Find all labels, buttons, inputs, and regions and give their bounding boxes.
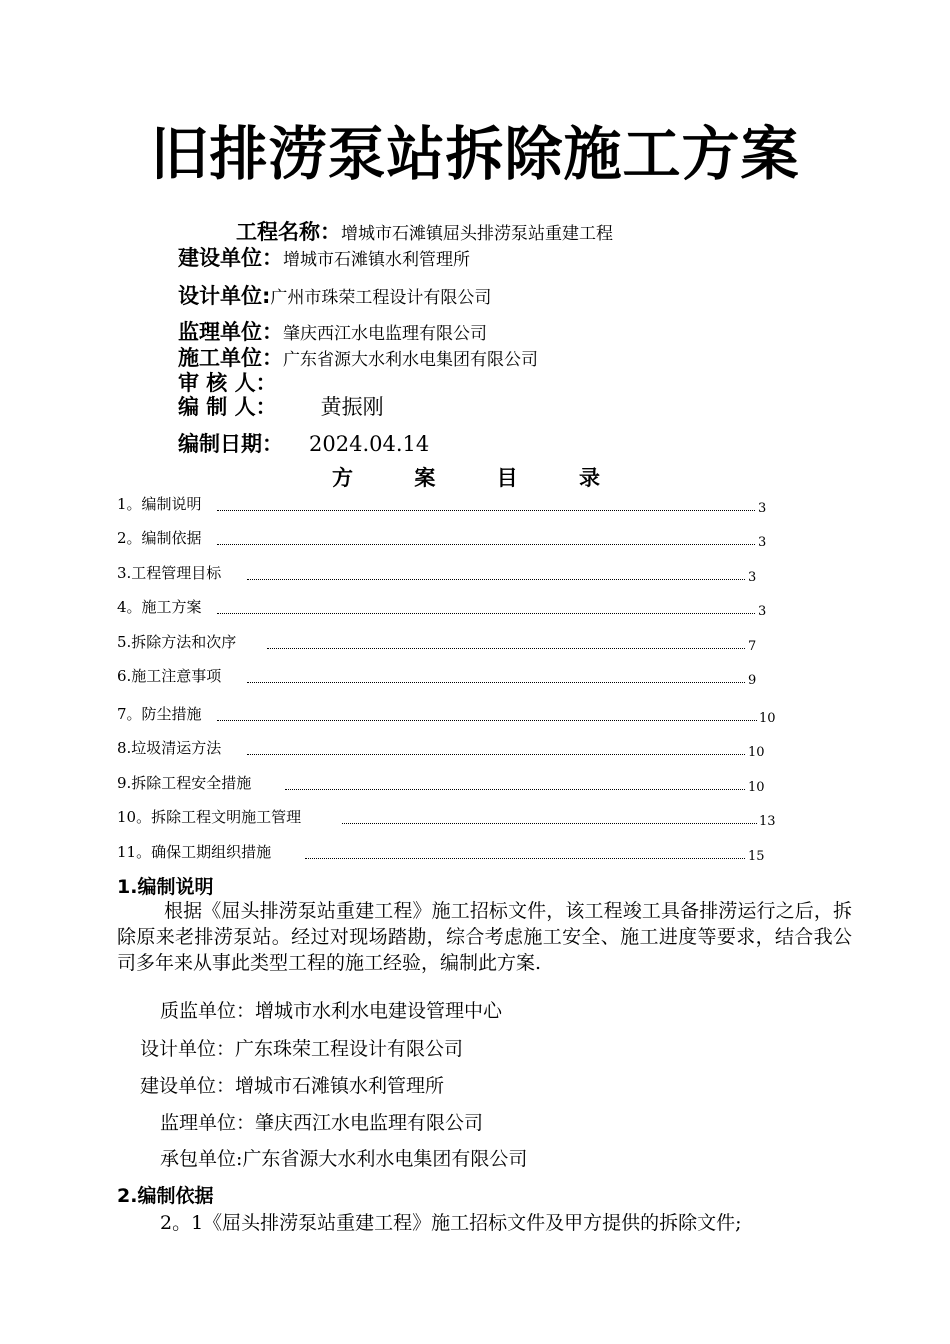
document-title: 旧排涝泵站拆除施工方案 bbox=[150, 120, 800, 188]
toc-item-label: 9.拆除工程安全措施 bbox=[117, 774, 252, 792]
toc-item-label: 6.施工注意事项 bbox=[117, 667, 222, 685]
toc-item[interactable] bbox=[117, 526, 772, 548]
designer-label: 设计单位: bbox=[178, 284, 271, 308]
reviewer-label: 审 核 人： bbox=[178, 371, 277, 395]
party-contractor: 承包单位:广东省源大水利水电集团有限公司 bbox=[160, 1148, 528, 1170]
compiler-value: 黄振刚 bbox=[320, 395, 384, 419]
owner-row bbox=[178, 242, 470, 272]
toc-item-label: 1。编制说明 bbox=[117, 495, 202, 513]
toc-leader bbox=[217, 720, 757, 721]
toc-item-label: 3.工程管理目标 bbox=[117, 564, 222, 582]
toc-item-page: 3 bbox=[748, 570, 757, 585]
project-name-value: 增城市石滩镇屈头排涝泵站重建工程 bbox=[341, 224, 613, 244]
toc-item[interactable] bbox=[117, 664, 772, 686]
toc-leader bbox=[267, 648, 745, 649]
toc-item-page: 3 bbox=[758, 535, 767, 550]
toc-leader bbox=[247, 754, 745, 755]
toc-item-label: 5.拆除方法和次序 bbox=[117, 633, 237, 651]
toc-item[interactable] bbox=[117, 561, 772, 583]
toc-item-page: 10 bbox=[759, 711, 776, 726]
toc-item[interactable] bbox=[117, 736, 772, 758]
section-2-line-1: 2。1《屈头排涝泵站重建工程》施工招标文件及甲方提供的拆除文件; bbox=[160, 1212, 742, 1234]
toc-item-page: 10 bbox=[748, 745, 765, 760]
contractor-value: 广东省源大水利水电集团有限公司 bbox=[283, 350, 538, 370]
toc-leader bbox=[217, 544, 755, 545]
toc-item-page: 10 bbox=[748, 780, 765, 795]
compile-date-row bbox=[178, 428, 429, 458]
compile-date-value: 2024.04.14 bbox=[309, 432, 430, 456]
toc-item-page: 15 bbox=[748, 849, 765, 864]
compile-date-label: 编制日期： bbox=[178, 432, 283, 456]
toc-leader bbox=[247, 682, 745, 683]
toc-leader bbox=[247, 579, 745, 580]
toc-leader bbox=[285, 789, 745, 790]
toc-heading: 方 案 目 录 bbox=[332, 466, 618, 490]
designer-row bbox=[178, 280, 491, 310]
toc-item-page: 3 bbox=[758, 604, 767, 619]
toc-item-label: 8.垃圾清运方法 bbox=[117, 739, 222, 757]
toc-item-label: 2。编制依据 bbox=[117, 529, 202, 547]
toc-item[interactable] bbox=[117, 840, 772, 862]
designer-value: 广州市珠荣工程设计有限公司 bbox=[270, 288, 492, 308]
party-designer: 设计单位：广东珠荣工程设计有限公司 bbox=[140, 1038, 464, 1060]
contractor-label: 施工单位： bbox=[178, 346, 283, 370]
section-2-heading: 2.编制依据 bbox=[117, 1185, 214, 1207]
toc-item[interactable] bbox=[117, 771, 772, 793]
party-supervisor: 监理单位：肇庆西江水电监理有限公司 bbox=[160, 1112, 484, 1134]
owner-value: 增城市石滩镇水利管理所 bbox=[283, 250, 470, 270]
toc-item[interactable] bbox=[117, 630, 772, 652]
supervisor-value: 肇庆西江水电监理有限公司 bbox=[283, 324, 487, 344]
toc-item-label: 7。防尘措施 bbox=[117, 705, 202, 723]
section-1-heading: 1.编制说明 bbox=[117, 876, 214, 898]
toc-leader bbox=[305, 858, 745, 859]
toc-item-page: 9 bbox=[748, 673, 757, 688]
compiler-row bbox=[178, 391, 384, 421]
toc-item[interactable] bbox=[117, 702, 777, 724]
owner-label: 建设单位： bbox=[178, 246, 283, 270]
toc-item-label: 4。施工方案 bbox=[117, 598, 202, 616]
toc-item[interactable] bbox=[117, 492, 772, 514]
toc-leader bbox=[217, 613, 755, 614]
party-owner: 建设单位：增城市石滩镇水利管理所 bbox=[140, 1075, 445, 1097]
toc-leader bbox=[217, 510, 755, 511]
toc-item[interactable] bbox=[117, 595, 772, 617]
toc-item-page: 3 bbox=[758, 501, 767, 516]
toc-item-label: 11。确保工期组织措施 bbox=[117, 843, 272, 861]
supervisor-label: 监理单位： bbox=[178, 320, 283, 344]
section-1-paragraph: 根据《屈头排涝泵站重建工程》施工招标文件，该工程竣工具备排涝运行之后，拆除原来老排涝泵站。经过对现场踏勘，综合考虑施工安全、施工进度等要求，结合我公司多年来从事此类型工程的施工经验，编制此方案. bbox=[117, 900, 852, 974]
toc-item-label: 10。拆除工程文明施工管理 bbox=[117, 808, 302, 826]
toc-item[interactable] bbox=[117, 805, 777, 827]
project-name-label: 工程名称： bbox=[236, 220, 341, 244]
compiler-label: 编 制 人： bbox=[178, 395, 277, 419]
toc-item-page: 13 bbox=[759, 814, 776, 829]
toc-leader bbox=[342, 823, 757, 824]
toc-item-page: 7 bbox=[748, 639, 757, 654]
party-quality: 质监单位：增城市水利水电建设管理中心 bbox=[160, 1000, 503, 1022]
